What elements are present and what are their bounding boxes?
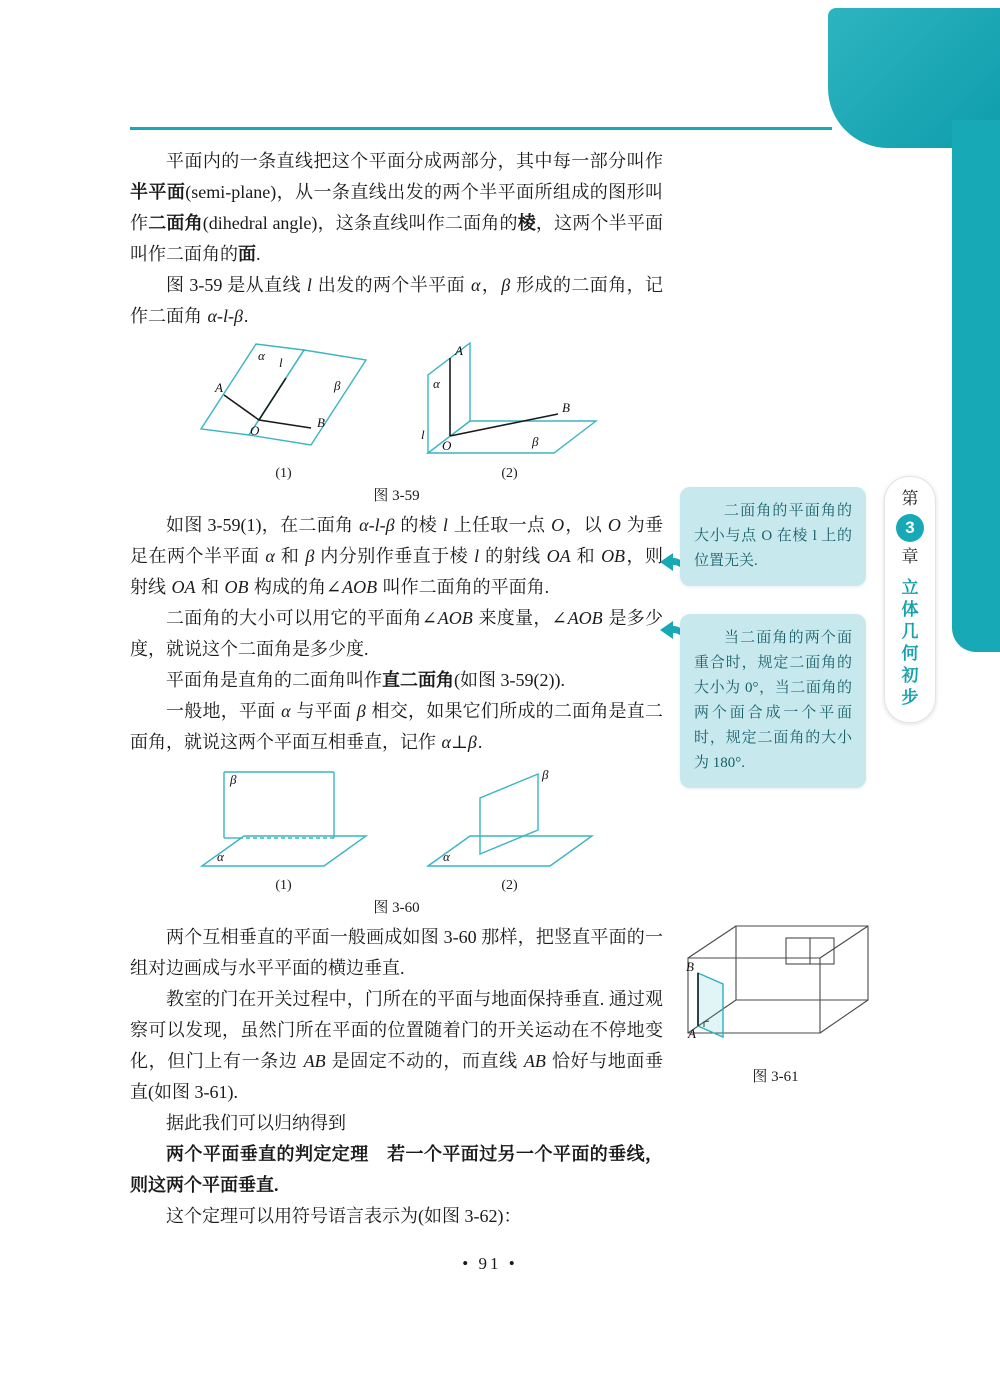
- text-segment: α-l-β: [359, 515, 395, 535]
- text-segment: 的棱: [395, 515, 442, 535]
- text-segment: 面: [238, 244, 256, 264]
- paragraph: [130, 603, 663, 665]
- text-segment: 图 3-59 是从直线: [166, 275, 306, 295]
- text-segment: .: [243, 306, 249, 326]
- text-segment: 平面角是直角的二面角叫作: [166, 670, 382, 690]
- text-segment: 是多少度，就说这个二面角是多少度.: [130, 608, 663, 659]
- paragraph: [130, 696, 663, 758]
- text-segment: l: [306, 275, 312, 295]
- text-segment: 据此我们可以归纳得到: [166, 1113, 346, 1133]
- paragraph: [130, 1108, 663, 1139]
- right-dihedral-angle-diagram: [420, 340, 600, 462]
- text-segment: 与平面: [291, 701, 356, 721]
- figure-3-59: [130, 340, 663, 506]
- text-segment: O: [551, 515, 565, 535]
- figure-3-60: [130, 766, 663, 918]
- text-segment: OA: [171, 577, 196, 597]
- main-text-column: [130, 146, 663, 1279]
- text-segment: O: [607, 515, 621, 535]
- figure-3-61: [668, 918, 883, 1091]
- text-segment: AOB: [567, 608, 603, 628]
- paragraph: [130, 146, 663, 270]
- text-segment: β: [356, 701, 366, 721]
- label-l: l: [278, 355, 283, 370]
- text-segment: 的射线: [480, 546, 546, 566]
- text-segment: AB: [523, 1051, 546, 1071]
- text-segment: 棱: [517, 213, 536, 233]
- chapter-tab: [884, 476, 936, 723]
- text-segment: .: [477, 732, 483, 752]
- text-segment: α: [265, 546, 275, 566]
- chapter-suffix: 章: [901, 547, 919, 566]
- paragraph: [130, 984, 663, 1108]
- text-segment: 和: [196, 577, 224, 597]
- text-segment: 为垂足在两个半平面: [130, 515, 664, 566]
- label-alpha: α: [442, 849, 450, 864]
- text-segment: AOB: [437, 608, 473, 628]
- chapter-title: [902, 578, 919, 708]
- side-teal-strip: [952, 120, 1000, 652]
- paragraph-group-2: [130, 510, 663, 758]
- paragraph: [130, 1201, 663, 1232]
- text-segment: 半平面: [130, 182, 186, 202]
- figure-caption: 图 3-61: [752, 1069, 799, 1085]
- text-segment: 教室的门在开关过程中，门所在的平面与地面保持垂直. 通过观察可以发现，虽然门所在平面的位置随着门的开关运动在不停地变化，但门上有一条边: [130, 989, 663, 1071]
- chapter-title-char: 步: [901, 688, 919, 707]
- figure-caption: 图 3-59: [373, 488, 420, 504]
- chapter-prefix: 第: [901, 489, 919, 508]
- label-A: A: [454, 343, 463, 358]
- text-segment: 出发的两个半平面: [312, 275, 470, 295]
- text-segment: β: [501, 275, 511, 295]
- paragraph: [130, 1139, 663, 1201]
- label-l: l: [420, 427, 425, 442]
- text-segment: [369, 1144, 387, 1164]
- label-beta: β: [333, 378, 340, 393]
- chapter-number-badge: 3: [896, 514, 924, 542]
- paragraph-group-1: [130, 146, 663, 332]
- text-segment: AB: [303, 1051, 326, 1071]
- text-segment: 恰好与地面垂直(如图 3-61).: [130, 1051, 664, 1102]
- text-segment: l: [442, 515, 448, 535]
- chapter-title-char: 体: [901, 600, 919, 619]
- text-segment: 这个定理可以用符号语言表示为(如图 3-62)：: [166, 1206, 522, 1226]
- text-segment: ，: [481, 275, 501, 295]
- figure-3-59-diagram-2: [420, 340, 600, 484]
- label-A: A: [214, 380, 223, 395]
- perpendicular-planes-diagram: [194, 766, 374, 874]
- text-segment: (如图 3-59(2)).: [454, 670, 565, 690]
- text-segment: 一般地，平面: [166, 701, 281, 721]
- text-segment: 来度量，∠: [473, 608, 567, 628]
- label-B: B: [686, 959, 694, 974]
- dihedral-angle-diagram: [194, 340, 374, 462]
- sub-label-1: (1): [275, 878, 292, 893]
- margin-note-2: 当二面角的两个面重合时，规定二面角的大小为 0°，当二面角的两个面合成一个平面时，规定二面角的大小为 180°.: [680, 614, 866, 788]
- figure-caption: 图 3-60: [373, 900, 420, 916]
- text-segment: 是固定不动的，而直线: [326, 1051, 523, 1071]
- text-segment: 相交，如果它们所成的二面角是直二面角，就说这两个平面互相垂直，记作: [130, 701, 664, 752]
- text-segment: 构成的角∠: [249, 577, 342, 597]
- text-segment: 若一个平面过另一个平面的垂线，则这两个平面垂直.: [130, 1144, 664, 1195]
- text-segment: 叫作二面角的平面角.: [378, 577, 550, 597]
- margin-note-1: 二面角的平面角的大小与点 O 在棱 l 上的位置无关.: [680, 487, 866, 586]
- text-segment: (dihedral angle)，这条直线叫作二面角的: [202, 213, 518, 233]
- text-segment: l: [474, 546, 480, 566]
- top-rule-decoration: [130, 127, 832, 130]
- text-segment: 二面角的大小可以用它的平面角∠: [166, 608, 437, 628]
- text-segment: α: [281, 701, 291, 721]
- paragraph: [130, 665, 663, 696]
- text-segment: α-l-β: [207, 306, 243, 326]
- chapter-title-char: 几: [901, 622, 919, 641]
- text-segment: 和: [571, 546, 601, 566]
- sub-label-1: (1): [275, 466, 292, 481]
- chapter-title-char: 立: [901, 578, 919, 597]
- text-segment: β: [305, 546, 315, 566]
- text-segment: OB: [601, 546, 626, 566]
- text-segment: OA: [546, 546, 571, 566]
- label-beta: β: [541, 767, 548, 782]
- text-segment: 上任取一点: [448, 515, 551, 535]
- text-segment: 内分别作垂直于棱: [315, 546, 474, 566]
- text-segment: 二面角: [148, 213, 203, 233]
- label-O: O: [441, 438, 451, 453]
- label-B: B: [561, 400, 570, 415]
- text-segment: 两个平面垂直的判定定理: [166, 1144, 369, 1164]
- text-segment: 两个互相垂直的平面一般画成如图 3-60 那样，把竖直平面的一组对边画成与水平平面的横边垂直.: [130, 927, 663, 978]
- text-segment: ，则射线: [130, 546, 664, 597]
- text-segment: 和: [275, 546, 305, 566]
- text-segment: α⊥β: [441, 732, 477, 752]
- sub-label-2: (2): [501, 466, 518, 481]
- paragraph: [130, 270, 663, 332]
- text-segment: 如图 3-59(1)，在二面角: [166, 515, 359, 535]
- text-segment: 形成的二面角，记作二面角: [130, 275, 664, 326]
- sub-label-2: (2): [501, 878, 518, 893]
- paragraph-group-3: [130, 922, 663, 1232]
- text-segment: OB: [224, 577, 249, 597]
- door-room-diagram: [668, 918, 883, 1058]
- text-segment: ，以: [565, 515, 607, 535]
- perpendicular-planes-diagram: [420, 766, 600, 874]
- text-segment: (semi-plane)，从一条直线出发的两个半平面所组成的图形叫作: [130, 182, 663, 233]
- text-segment: 平面内的一条直线把这个平面分成两部分，其中每一部分叫作: [166, 151, 663, 171]
- chapter-title-char: 初: [901, 666, 919, 685]
- label-beta: β: [531, 434, 538, 449]
- page-number: • 91 •: [462, 1254, 518, 1273]
- label-alpha: α: [216, 849, 224, 864]
- label-beta: β: [229, 772, 236, 787]
- figure-3-60-diagram-1: [194, 766, 374, 896]
- chapter-title-char: 何: [901, 644, 919, 663]
- text-segment: ，这两个半平面叫作二面角的: [130, 213, 664, 264]
- figure-3-59-diagram-1: [194, 340, 374, 484]
- paragraph: [130, 922, 663, 984]
- figure-3-60-diagram-2: [420, 766, 600, 896]
- paragraph: [130, 510, 663, 603]
- label-O: O: [249, 423, 259, 438]
- text-segment: .: [256, 244, 261, 264]
- label-alpha: α: [257, 348, 265, 363]
- label-alpha: α: [432, 376, 440, 391]
- label-B: B: [316, 415, 325, 430]
- text-segment: AOB: [342, 577, 378, 597]
- text-segment: 直二面角: [382, 670, 454, 690]
- text-segment: α: [470, 275, 481, 295]
- label-A: A: [688, 1026, 696, 1041]
